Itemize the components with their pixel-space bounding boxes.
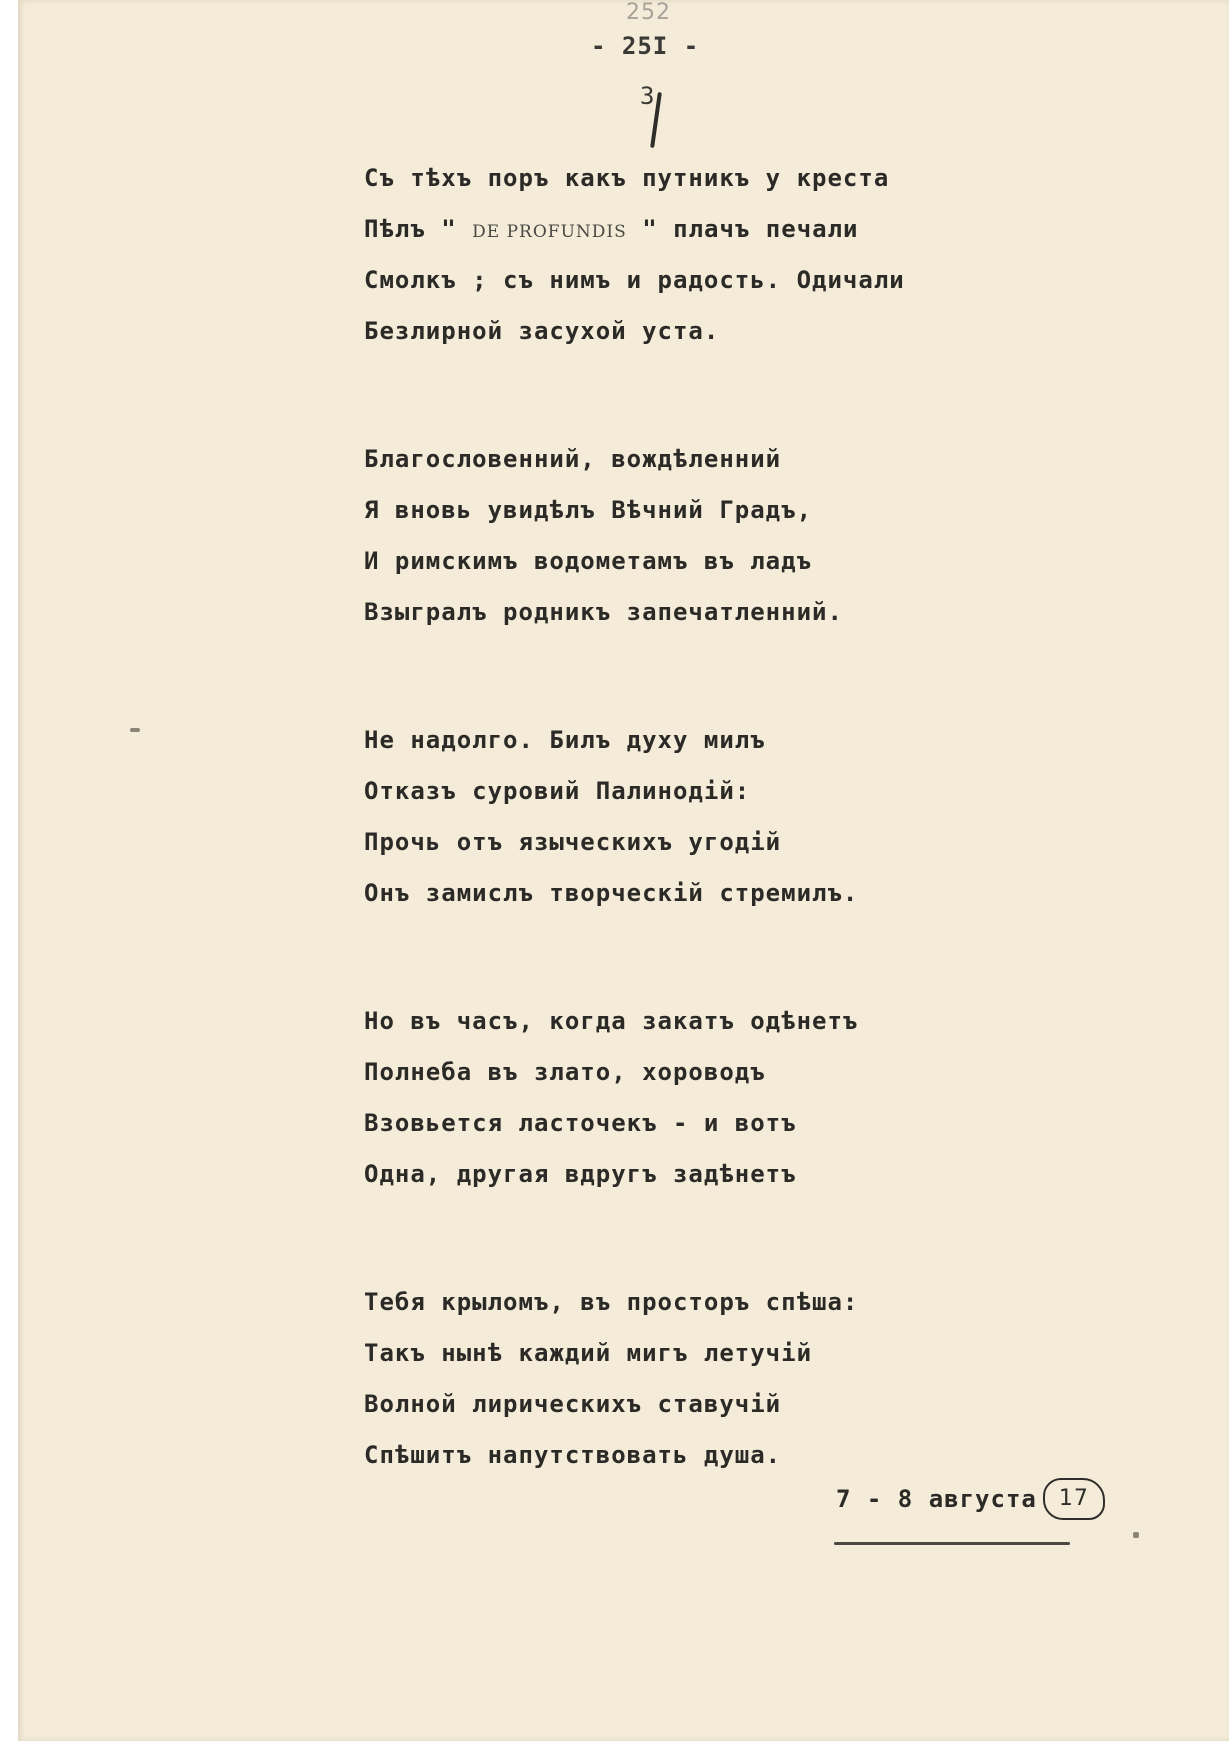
section-number: 3 <box>640 82 656 110</box>
poem <box>364 153 1024 1558</box>
poem-line: Не надолго. Билъ духу милъ <box>364 726 766 754</box>
date-underline <box>834 1542 1070 1545</box>
stanza-3 <box>364 715 1024 919</box>
stanza-2 <box>364 434 1024 638</box>
poem-line: И римскимъ водометамъ въ ладъ <box>364 547 813 575</box>
poem-line-start: Пѣлъ " <box>364 215 473 243</box>
stanza-5 <box>364 1277 1024 1481</box>
poem-line: Полнеба въ злато, хороводъ <box>364 1058 766 1086</box>
poem-line: Я вновь увидѣлъ Вѣчний Градъ, <box>364 496 813 524</box>
date-signature <box>836 1478 1105 1520</box>
date-text: 7 - 8 августа <box>836 1485 1037 1513</box>
poem-line: Такъ нынѣ каждий мигъ летучій <box>364 1339 813 1367</box>
document-page <box>18 0 1229 1741</box>
stanza-1 <box>364 153 1024 357</box>
poem-line: Тебя крыломъ, въ просторъ спѣша: <box>364 1288 859 1316</box>
poem-line: Прочь отъ языческихъ угодій <box>364 828 782 856</box>
poem-line: Онъ замислъ творческій стремилъ. <box>364 879 859 907</box>
poem-line <box>364 204 1024 255</box>
poem-line: Спѣшитъ напутствовать душа. <box>364 1441 782 1469</box>
poem-line: Но въ часъ, когда закатъ одѣнетъ <box>364 1007 859 1035</box>
ink-speck <box>1133 1532 1139 1538</box>
poem-line: Взыгралъ родникъ запечатленний. <box>364 598 843 626</box>
poem-line: Благословенний, вождѣленний <box>364 445 782 473</box>
poem-line: Съ тѣхъ поръ какъ путникъ у креста <box>364 164 890 192</box>
circled-annotation: 17 <box>1043 1478 1105 1520</box>
latin-phrase: DE PROFUNDIS <box>472 222 627 242</box>
poem-line: Одна, другая вдругъ задѣнетъ <box>364 1160 797 1188</box>
poem-line: Отказъ суровий Палинодій: <box>364 777 751 805</box>
poem-line: Взовьется ласточекъ - и вотъ <box>364 1109 797 1137</box>
poem-line: Волной лирическихъ ставучій <box>364 1390 782 1418</box>
poem-line: Безлирной засухой уста. <box>364 317 720 345</box>
archive-page-number: 252 <box>626 0 671 25</box>
poem-line: Смолкъ ; съ нимъ и радость. Одичали <box>364 266 905 294</box>
poem-line-end: " плачъ печали <box>626 215 859 243</box>
ink-speck <box>130 728 140 732</box>
page-number: - 25I - <box>591 32 700 60</box>
stanza-4 <box>364 996 1024 1200</box>
